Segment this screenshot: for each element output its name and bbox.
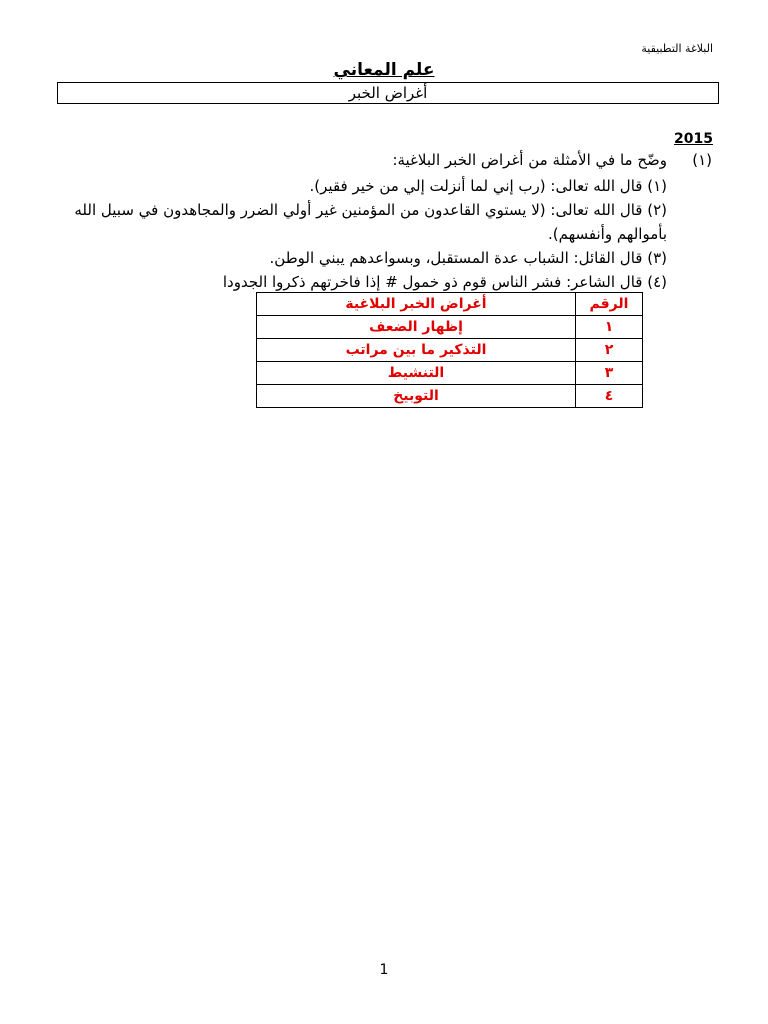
question-items [47,174,667,294]
table-row [257,362,643,385]
row-purpose: إظهار الضعف [257,316,576,339]
row-purpose: التذكير ما بين مراتب [257,339,576,362]
table-row [257,385,643,408]
answer-table [256,292,643,408]
page-title: علم المعاني [333,60,435,80]
row-number: ٤ [576,385,643,408]
subtitle-box: أغراض الخبر [57,82,719,104]
question-item-2: (٢) قال الله تعالى: (لا يستوي القاعدون من المؤمنين غير أولي الضرر والمجاهدون في سبيل الله بأموالهم وأنفسهم). [74,201,667,243]
running-header: البلاغة التطبيقية [641,42,713,55]
header-purpose: أغراض الخبر البلاغية [257,293,576,316]
question-item-1: (١) قال الله تعالى: (رب إني لما أنزلت إلي من خير فقير). [309,177,667,195]
row-purpose: التوبيخ [257,385,576,408]
exam-year: 2015 [674,131,713,147]
question-item-3: (٣) قال القائل: الشباب عدة المستقبل، وبسواعدهم يبني الوطن. [269,249,667,267]
question-number: (١) [692,151,712,169]
row-number: ٣ [576,362,643,385]
question-prompt: وضّح ما في الأمثلة من أغراض الخبر البلاغية: [392,151,667,169]
page-number: 1 [379,962,389,978]
question-item-4: (٤) قال الشاعر: فشر الناس قوم ذو خمول # إذا فاخرتهم ذكروا الجدودا [222,273,667,291]
table-row [257,339,643,362]
row-number: ١ [576,316,643,339]
header-number: الرقم [576,293,643,316]
row-number: ٢ [576,339,643,362]
row-purpose: التنشيط [257,362,576,385]
answer-table-header-row [257,293,643,316]
table-row [257,316,643,339]
